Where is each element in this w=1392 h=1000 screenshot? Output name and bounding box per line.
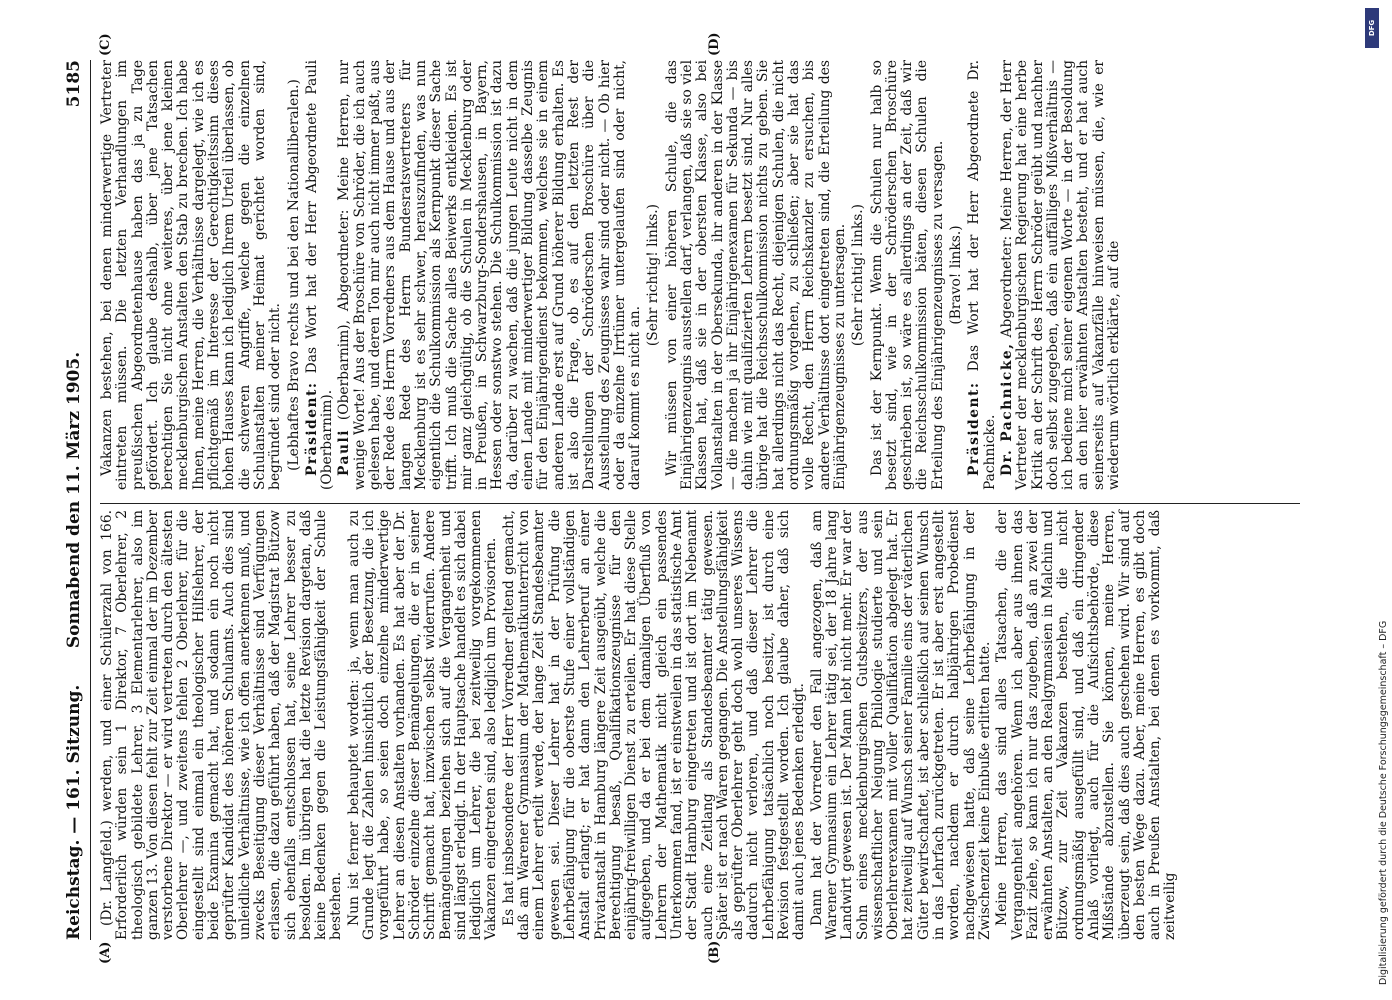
paragraph-text: (Sehr richtig! links.)	[645, 203, 662, 347]
paragraph-text: Wir müssen von einer höheren Schule, die das Einjährigenzeugnis ausstellen darf, verlangen, daß sie so viel Klassen hat, daß sie in der obersten Klasse, also bei Vollanstalten in der Obersekunda, ihr anderen in der Klasse — die machen ja ihr Einjährigenexamen für Sekunda — bis dahin wie mit qualifizierten Lehrern besetzt sind. Nur alles übrige hat die Reichsschulkommission nichts zu geben. Sie hat allerdings nicht das Recht, diejenigen Schulen, die nicht ordnungsmäßig vorgehen, zu schließen; aber sie hat das volle Recht, den Herrn Reichskanzler zu ersuchen, bis andere Verhältnisse dort eingetreten sind, die Erteilung des Einjährigenzeugnisses zu untersagen.	[663, 60, 848, 490]
paragraph-text: Abgeordneter: Meine Herren, der Herr Vertreter der mecklenburgischen Regierung hat eine herbe Kritik an der Schrift des Herrn Schröder geübt und nachher doch selbst zugegeben, daß ein auffälliges Mißverhältnis — ich bediene mich seiner eigenen Worte — in der Besoldung an den hier erwähnten Anstalten besteht, und er hat auch seinerseits auf Vakanzfälle hinweisen müssen, die, wie er wiederum wörtlich erklärte, auf die	[998, 60, 1122, 490]
paragraph	[851, 60, 866, 490]
paragraph-text: (Oberbarnim), Abgeordneter: Meine Herren, nur wenige Worte! Aus der Broschüre von Schröder, die ich auch gelesen habe, und deren Ton mir auch nicht immer paßt, aus der Rede des Herrn Vorredners aus dem Hause und aus der langen Rede des Herrn Bundesratsvertreters für Mecklenburg ist es sehr schwer, herauszufinden, was nun eigentlich die Schulkommission als Kernpunkt dieser Sache trifft. Ich muß die Sache alles Beiwerks entkleiden. Es ist mir ganz gleichgültig, ob die Schulen in Mecklenburg oder in Preußen, in Schwarzburg-Sondershausen, in Bayern, Hessen oder sonstwo stehen. Die Schulkommission ist dazu da, darüber zu wachen, daß die jungen Leute nicht in dem einen Lande mit minderwertiger Bildung dasselbe Zeugnis für den Einjährigendienst bekommen, welches sie in einem anderen Lande erst auf Grund höherer Bildung erhalten. Es ist also die Frage, ob es auf den letzten Rest der Darstellungen der Schröderschen Broschüre über die Ausstellung des Zeugnisses wahr sind oder nicht. — Ob hier oder da einzelne Irrtümer untergelaufen sind oder nicht, darauf kommt es nicht an.	[336, 59, 644, 490]
paragraph	[305, 60, 336, 490]
paragraph	[995, 510, 1179, 940]
paragraph	[810, 510, 994, 940]
dfg-logo-text: DFG	[1368, 19, 1376, 37]
paragraph-text: Dann hat der Vorredner den Fall angezogen, daß am Warener Gymnasium ein Lehrer tätig sei, der 18 Jahre lang Landwirt gewesen ist. Der Mann lebt nicht mehr. Er war der Sohn eines mecklenburgischen Gutsbesitzers, der aus wissenschaftlicher Neigung Philologie studierte und sein Oberlehrerexamen mit voller Qualifikation abgelegt hat. Er hat zeitweilig auf Wunsch seiner Familie eins der väterlichen Güter bewirtschaftet, ist aber schließlich auf seinen Wunsch in das Lehrfach zurückgetreten. Er ist aber erst angestellt worden, nachdem er durch halbjährigen Probedienst nachgewiesen hatte, daß seine Lehrbefähigung in der Zwischenzeit keine Einbuße erlitten hatte.	[808, 510, 993, 940]
speaker-name: Präsident:	[966, 381, 983, 476]
paragraph	[287, 60, 302, 490]
paragraph	[337, 60, 643, 490]
digitization-credit	[1362, 0, 1389, 1000]
paragraph-text: (Lebhaftes Bravo rechts und bei den Nationalliberalen.)	[285, 79, 302, 471]
paragraph-text: Vakanzen bestehen, bei denen minderwertige Vertreter eintreten müssen. Die letzten Verhandlungen im preußischen Abgeordnetenhause haben das ja zu Tage gefördert. Ich glaube deshalb, über jene Tatsachen berechtigen Sie nicht ohne weiteres, über jene kleinen mecklenburgischen Anstalten den Stab zu brechen. Ich habe Ihnen, meine Herren, die Verhältnisse dargelegt, wie ich es pflichtgemäß im Interesse der Gerechtigkeitssinn dieses hohen Hauses kann ich lediglich Ihrem Urteil überlassen, ob die schweren Angriffe, welche gegen die einzelnen Schulanstalten meiner Heimat gerichtet worden sind, begründet sind oder nicht.	[99, 60, 284, 490]
header-session: Reichstag. — 161. Sitzung.	[64, 684, 84, 940]
column-divider	[100, 503, 1300, 504]
paragraph	[347, 510, 500, 940]
paragraph-text: Meine Herren, das sind alles Tatsachen, die der Vergangenheit angehören. Wenn ich aber aus ihnen das Fazit ziehe, so kann ich nur das zugeben, daß an zwei der erwähnten Anstalten, an den Realgymnasien in Malchin und Bützow, zur Zeit Vakanzen bestehen, die nicht ordnungsmäßig ausgefüllt sind, und daß ein dringender Anlaß vorliegt, auch für die Aufsichtsbehörde, diese Mißstände abzustellen. Sie können, meine Herren, überzeugt sein, daß dies auch geschehen wird. Wir sind auf den besten Wege dazu. Aber, meine Herren, es gibt doch auch in Preußen Anstalten, bei denen es vorkommt, daß zeitweilig	[994, 510, 1179, 940]
paragraph	[949, 60, 964, 490]
paragraph-text: (Dr. Langfeld.) werden, und einer Schülerzahl von 166. Erforderlich würden sein 1 Direktor, 7 Oberlehrer, 2 theologisch gebildete Lehrer, 3 Elementarlehrer, also im ganzen 13. Von diesen fehlt zur Zeit einmal der im Dezember verstorbene Direktor — er wird vertreten durch den ältesten Oberlehrer —, und zweitens fehlen 2 Oberlehrer, für die eingestellt sind einmal ein theologischer Hilfslehrer, der beide Examina gemacht hat, und sodann ein noch nicht geprüfter Kandidat des höheren Schulamts. Auch dies sind unleidliche Verhältnisse, wie ich offen anerkennen muß, und zwecks Beseitigung dieser Verhältnisse sind Verfügungen erlassen, die dazu geführt haben, daß der Magistrat Bützow sich ebenfalls entschlossen hat, seine Lehrer besser zu besolden. Im übrigen hat die letzte Revision dargetan, daß keine Bedenken gegen die Leistungsfähigkeit der Schule bestehen.	[99, 510, 345, 940]
paragraph	[100, 510, 345, 940]
margin-marker-d: (D)	[707, 32, 722, 56]
paragraph	[1000, 60, 1122, 490]
left-column	[100, 510, 1300, 940]
paragraph	[665, 60, 849, 490]
page-number: 5185	[64, 60, 84, 108]
right-column	[100, 60, 1300, 490]
page-header	[60, 60, 91, 940]
speaker-name: Pauli	[336, 429, 353, 476]
paragraph-text: Das Wort hat der Herr Abgeordnete Pauli (Oberbarnim).	[303, 60, 336, 490]
paragraph-text: Nun ist ferner behauptet worden: ja, wenn man auch zu Grunde legt die Zahlen hinsichtlich der Besetzung, die ich vorgeführt habe, so seien doch einzelne minderwertige Lehrer an diesen Anstalten vorhanden. Es hat aber der Dr. Schröder einzelne dieser Bemängelungen, die er in seiner Schrift gemacht hat, inzwischen selbst widerrufen. Andere Bemängelungen beziehen sich auf die Vergangenheit und sind längst erledigt. In der Hauptsache handelt es sich dabei lediglich um Lehrer, die bei zeitweilig vorgekommenen Vakanzen eingetreten sind, also lediglich um Provisorien.	[345, 510, 500, 940]
paragraph-text: Es hat insbesondere der Herr Vorredner geltend gemacht, daß am Warener Gymnasium der Mathematikunterricht von einem Lehrer erteilt werde, der lange Zeit Standesbeamter gewesen sei. Dieser Lehrer hat in der Prüfung die Lehrbefähigung für die oberste Stufe einer vollständigen Anstalt erlangt; er hat dann den Lehrerberuf an einer Privatanstalt in Hamburg längere Zeit ausgeübt, welche die Berechtigung besaß, Qualifikationszeugnisse für den einjährig-freiwilligen Dienst zu erteilen. Er hat diese Stelle aufgegeben, und da er bei dem damaligen Überfluß von Lehrern der Mathematik nicht gleich ein passendes Unterkommen fand, ist er einstweilen in das statistische Amt der Stadt Hamburg eingetreten und ist dort im Nebenamt auch eine Zeitlang als Standesbeamter tätig gewesen. Später ist er nach Waren gegangen. Die Anstellungsfähigkeit als geprüfter Oberlehrer geht doch wohl unseres Wissens dadurch nicht verloren, und daß dieser Lehrer die Lehrbefähigung tatsächlich noch besitzt, ist durch eine Revision festgestellt worden. Ich glaube daher, daß sich damit auch jenes Bedenken erledigt.	[500, 510, 808, 940]
paragraph	[646, 60, 661, 490]
credit-text: Digitalisierung gefördert durch die Deutsche Forschungsgemeinschaft – DFG	[1378, 620, 1389, 985]
margin-marker-c: (C)	[98, 33, 113, 56]
paragraph-text: Das ist der Kernpunkt. Wenn die Schulen nur halb so besetzt sind, wie in der Schröderschen Broschüre geschrieben ist, so wäre es allerdings an der Zeit, daß wir die Reichsschulkommission bäten, diesen Schulen die Erteilung des Einjährigenzeugnisses zu versagen.	[868, 60, 946, 490]
paragraph	[967, 60, 998, 490]
speaker-name: Präsident:	[303, 381, 320, 476]
paragraph-text: (Bravo! links.)	[948, 225, 965, 325]
paragraph	[100, 60, 284, 490]
paragraph	[870, 60, 946, 490]
speaker-name: Dr. Pachnicke,	[998, 342, 1015, 476]
paragraph	[502, 510, 808, 940]
header-date: Sonnabend den 11. März 1905.	[64, 351, 84, 649]
margin-marker-a: (A)	[98, 941, 113, 964]
paragraph-text: Das Wort hat der Herr Abgeordnete Dr. Pachnicke.	[966, 60, 998, 490]
margin-marker-b: (B)	[707, 940, 722, 964]
paragraph-text: (Sehr richtig! links.)	[850, 203, 867, 347]
